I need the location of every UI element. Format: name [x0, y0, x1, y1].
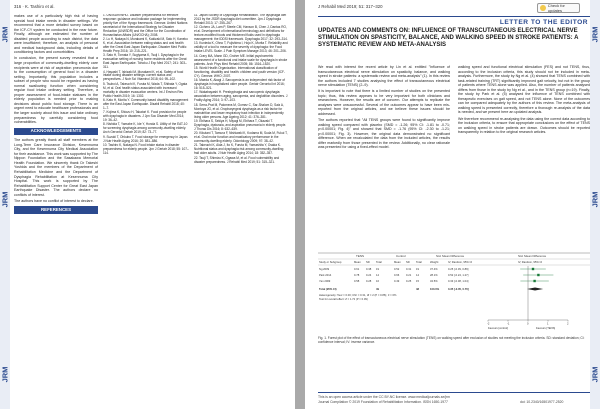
- references-column-2: [194, 14, 288, 404]
- reference-item: 1. UN/ISDR/WHO. Disaster preparedness for effective response: guidance and indicator package for implementing priority five of the Hyogo framework. Geneva: United Nations secretariat of the International Strategy for Disaster Reduction (UN/ISDR) and the Office for the Coordination of Humanitarian Affairs (UN/OCHA); 2008.: [103, 14, 188, 37]
- paragraph: In conclusion, the present survey revealed that a large proportion of community-dwelling elderly care recipients were at risk of aspiration pneumonia due to the consumption of general food in a disaster setting. Importantly, this population includes a subset of people who would be regarded as having normal swallowing function when considering regular food intake ordinary setting. Therefore, a proper assessment of food-intake statuses in the elderly population is needed prior to making decisions about public food storage. There is an urgent need to educate healthcare professionals and the larger society about this issue and take ordinary preparedness by carefully considering food vulnerabilities.: [14, 56, 98, 125]
- x-tick-label: 2: [567, 322, 569, 326]
- forest-cell: 0.21: [406, 274, 412, 277]
- forest-cell: 0.33 [-0.38, 1.04]: [448, 280, 469, 283]
- left-page: [0, 0, 295, 409]
- heterogeneity-text: Heterogeneity: Tau² = 0.00; Chi² = 0.31, df = 2 (P = 0.86); I² = 0%: [319, 294, 397, 297]
- forest-cell: 28.1%: [430, 274, 438, 277]
- side-label-top: JRM: [590, 26, 600, 43]
- paragraph: walking speed and functional electrical stimulation (FES) and not TENS, thus, according to the inclusion criteria, this study should not be included in meta-analysis. Furthermore, the study by Ng et al. (4) showed that TENS combined with task-related training (TRT) significantly improved gait velocity, but not in the group of patients where TENS alone was applied. Also, the number of patients analysed differs from those in the study by Ng et al., and in the TENS group (n=19). Finally, the study by Park et al. (5) analysed the influence of TENS combined with therapeutic exercises on gait speed, and not TENS alone. None of the outcomes can be compared adequately by the authors of this review. The meta-analysis of walking speed is presented correctly, therefore a thorough re-analysis of the data is needed, and we present here an updated analysis.: [458, 65, 590, 115]
- paragraph: It is important to note that there is a limited number of studies on the presented topic; thus, this review appears to be very important for both clinicians and researchers. However, the results are of concern. Our attempts to replicate the analyses were unsuccessful. Several of the outcomes appear to have been mis-reported from the original articles, and we believe these issues should be addressed.: [318, 89, 450, 116]
- body-column-right: [458, 65, 590, 250]
- reference-item: 21. Takeuchi K, Aida J, Ito K, Furuta M, Yamashita Y, Osaka K. Nutritional status and dysphagia risk among community-dwelling frail older adults. J Nutr Health Aging 2014; 18: 352–357.: [194, 143, 284, 156]
- reference-item: 17. Wakabayashi H. Presbyphagia and sarcopenic dysphagia: association between aging, sarcopenia, and deglutition disorders. J Frailty Aging 2014; 3: 97–103.: [194, 90, 288, 103]
- reference-item: 4. Hayashi T, Ishizaki M, Murakami K, et al. Safety of food intake during disaster settings: current status and perspectives. J Nutr Sci Vitaminol 2018; 64: 95–102.: [103, 69, 184, 82]
- forest-cell: 0.24: [366, 274, 372, 277]
- reference-item: 22. Tsuji T, Shimizu K, Ogawa M, et al. Food vulnerability and disaster preparedness. J Rehabil Med 2019; 51: 315–321.: [194, 155, 280, 164]
- conflict-statement: The authors have no conflict of interest to declare.: [14, 198, 94, 203]
- col-header: Total: [376, 261, 382, 264]
- forest-cell: 19: [416, 268, 419, 271]
- side-label-bottom: JRM: [590, 366, 600, 383]
- col-header: Mean: [354, 261, 361, 264]
- reference-item: 8. Nishida T, Yamabe K, Ide Y, Honda S. Utility of the EAT-10 for screening dysphagia among community-dwelling elderly. Arch Gerontol Geriatr 2019; 82: 73–77.: [103, 122, 188, 135]
- check-updates-icon: [540, 5, 546, 11]
- forest-cell: 34.5%: [430, 280, 438, 283]
- forest-total-cell: 0.35 [-0.05, 0.76]: [448, 288, 469, 291]
- left-column: [14, 14, 98, 217]
- forest-cell: 0.38: [366, 268, 372, 271]
- group-title-smd-left: Std. Mean Difference: [436, 254, 465, 258]
- reference-item: 2. Lu H, Nakaya N, Murakami K, Kakizaki M, Sato H, Kaneko K, et al. Association between eating status and oral health after the Great East Japan Earthquake. Disaster Med Public Health Prep 2016; 10: 215–221.: [103, 37, 188, 53]
- footer-license: This is an open access article under the CC BY-NC license. www.medicaljournals.se/jrm: [318, 395, 450, 399]
- body-column-left: [318, 65, 450, 250]
- forest-cell: 0.78: [354, 274, 360, 277]
- forest-cell: 0.28: [366, 280, 372, 283]
- forest-plot: [318, 252, 590, 332]
- reference-item: 6. Kato H, Morita Y. Community based disability management after the East Japan Earthquake. Disabil Rehabil 2018; 40: 1–7.: [103, 97, 189, 110]
- figure-caption: Fig. 1. Forest plot of the effect of transcutaneous electrical nerve stimulation (TENS) on walking speed after exclusion of studies not meeting the inclusion criteria. SD: standard deviation; CI: confidence interval; IV: inverse variance.: [318, 336, 585, 344]
- left-side-band: [0, 0, 10, 409]
- reference-item: 18. Serra-Prat M, Palomera M, Gomez C, Sar-Shalom D, Saiz A, Montoya JG, et al. Oropharyngeal dysphagia as a risk factor for malnutrition and lower respiratory tract infection in independently living older persons. Age Ageing 2012; 41: 376–381.: [194, 102, 284, 119]
- journal-header: J Rehabil Med 2019; 51: 317–320: [318, 4, 383, 9]
- group-title-control: Control: [396, 254, 406, 258]
- forest-cell: 0.25: [406, 280, 412, 283]
- col-header: Total: [416, 261, 422, 264]
- check-updates-button[interactable]: [537, 3, 580, 13]
- footer-rule: [318, 392, 590, 393]
- forest-cell: 14: [376, 274, 379, 277]
- forest-cell: 0.66: [394, 274, 400, 277]
- reference-item: 13. Kunieda K, Ohno T, Fujishima I, Hojo K, Morita T. Reliability and validity of a tool to measure the severity of dysphagia: the Food Intake LEVEL Scale. J Pain Symptom Manage 2013; 46: 201–206.: [194, 41, 288, 54]
- forest-cell: 0.61: [354, 268, 360, 271]
- reference-item: 11. Japan Society of Dysphagia Rehabilitation. The dysphagia diet 2013 by the JSDR dysphagia diet committee. Jpn J Dysphagia Rehabil 2013; 17: 255–267.: [194, 14, 287, 25]
- forest-cell: 0.58: [354, 280, 360, 283]
- forest-cell: Park 2014: [319, 274, 332, 277]
- col-header: Study or Subgroup: [319, 261, 342, 264]
- article-title: UPDATES AND COMMENTS ON: INFLUENCE OF TRANSCUTANEOUS ELECTRICAL NERVE STIMULATION ON SPASTICITY, BALANCE, AND WALKING SPEED IN STROKE PATIENTS: A SYSTEMATIC REVIEW AND META-ANALYSIS: [318, 28, 579, 49]
- forest-plot-svg: [318, 252, 590, 332]
- effect-square: [533, 280, 535, 282]
- section-label: LETTER TO THE EDITOR: [499, 19, 588, 26]
- footer-doi: doi: 10.2340/16501977-2520: [520, 400, 564, 404]
- references-column-1: [103, 14, 189, 404]
- forest-cell: 15: [416, 280, 419, 283]
- check-updates-label: Check for updates: [547, 3, 565, 13]
- group-title-smd-right: Std. Mean Difference: [518, 254, 547, 258]
- forest-total-cell: 49: [376, 288, 379, 291]
- reference-item: 14. Crary MA, Mann GD, Groher ME. Initial psychometric assessment of a functional oral intake scale for dysphagia in stroke patients. Arch Phys Med Rehabil 2005; 86: 1516–1520.: [194, 53, 288, 66]
- right-page: [305, 0, 600, 409]
- pooled-diamond: [527, 288, 543, 291]
- col-header: SD: [366, 261, 370, 264]
- col-header-right: IV, Random, 95% CI: [518, 261, 543, 264]
- acknowledgements-text: The authors greatly thank all staff members at the Long-Term Care Insurance Division, Kesennuma City, and the Kesennuma City Medical Association for their assistance. This work was supported by The Nippon Foundation and the Sasakawa Memorial Health Foundation. We sincerely thank Dr Takeshi Yoshida and the members of the Department of Rehabilitation Medicine and the Department of Dysphagia Rehabilitation at Kesennuma City Hospital. This work is supported by The Rehabilitation Support Center for Great East Japan Earthquake Disaster. The authors declare no conflicts of interest.: [14, 138, 98, 197]
- reference-item: 9. Suzuki T, Ohkubo T. Food storage for emergency in Japan. J Nutr Health Aging 2016; 20: 881–886.: [103, 134, 189, 143]
- axis-label-right: Favours [TENS]: [536, 327, 556, 330]
- forest-cell: Ng 2009: [319, 268, 330, 271]
- forest-cell: 0.52: [394, 268, 400, 271]
- reference-item: 5. Tsuboi A, Takeuchi K, Furuta M, Wada T, Shibata Y, Ogata M, et al. Oral health status associated with increased mortality in disaster evacuation centers. Int J Environ Res Public Health 2019; 16: 1302.: [103, 81, 188, 98]
- forest-cell: 0.49: [394, 280, 400, 283]
- footer-journal: Journal Compilation © 2019 Foundation of Rehabilitation Information. ISSN 1650-1977: [318, 400, 448, 404]
- col-header: Mean: [394, 261, 401, 264]
- group-title-tens: TENS: [356, 254, 365, 258]
- page-header: 316 · K. Tashiro et al.: [14, 4, 55, 9]
- forest-cell: 0.31: [406, 268, 412, 271]
- overall-effect-text: Test for overall effect: Z = 1.72 (P = 0.09): [319, 298, 368, 301]
- forest-cell: 37.4%: [430, 268, 438, 271]
- forest-total-cell: Total (95% CI): [319, 288, 337, 291]
- reference-item: 10. Tashiro K, Nakaya N. Food intake status in disaster preparedness for elderly people. Jpn J Geriatr 2018; 55: 107–114.: [103, 143, 189, 155]
- references-heading: REFERENCES: [14, 206, 98, 214]
- reference-item: 20. Kikutani T, Tamura F, Nishiwaki K, Kodama M, Suda M, Fukui T, et al. Oral motor function and masticatory performance in the community-dwelling elderly. Odontology 2009; 97: 38–42.: [194, 131, 288, 144]
- side-label-middle: JRM: [590, 191, 600, 208]
- side-label-middle: JRM: [0, 191, 10, 208]
- side-label-bottom: JRM: [0, 366, 10, 383]
- paragraph: The authors reported that "All TENS groups were found to significantly improve walking speed compared with placebo (SMD = -1.26; 95% CI: -1.81 to -0.71; p<0.00001; Fig. 4)" and showed that SMD = -1.76 (95% CI: -2.30 to -1.21; p<0.00001; Fig. 3). However, the original data demonstrated no significant difference. When we recalculated the data from the included articles, the results differ markedly from those presented in the review. Additionally, no clear rationale was presented for using a fixed-effect model.: [318, 118, 450, 150]
- forest-cell: Yan 2009: [319, 280, 331, 283]
- forest-total-cell: 100.0%: [430, 288, 440, 291]
- right-side-band: [590, 0, 600, 409]
- col-header: Weight: [430, 261, 439, 264]
- reference-item: 16. Maeda K, Akagi J. Sarcopenia is an independent risk factor of dysphagia in hospitalized older people. Geriatr Gerontol Int 2016; 16: 515–521.: [194, 78, 285, 91]
- forest-cell: 0.52 [-0.24, 1.27]: [448, 274, 469, 277]
- reference-item: 19. Ebihara S, Sekiya H, Miyagi M, Ebihara T, Okazaki T. Dysphagia, dystussia, and aspiration pneumonia in elderly people. J Thorac Dis 2016; 8: 632–639.: [194, 118, 287, 131]
- acknowledgements-heading: ACKNOWLEDGEMENTS: [14, 128, 98, 136]
- side-label-top: JRM: [0, 26, 10, 43]
- col-header: SD: [406, 261, 410, 264]
- paragraph: We read with interest the recent article by Lin et al. entitled "Influence of transcutaneous electrical nerve stimulation on spasticity, balance, and walking speed in stroke patients: a systematic review and meta-analysis" (1). In this review the authors included 7 studies analysing the effect of transcutaneous electrical nerve stimulation (TENS) (2–9).: [318, 65, 450, 88]
- x-tick-label: 0: [527, 322, 529, 326]
- effect-square: [537, 274, 539, 276]
- forest-cell: 0.25 [-0.39, 0.89]: [448, 268, 469, 271]
- forest-cell: 14: [416, 274, 419, 277]
- x-tick-label: -1: [507, 322, 510, 326]
- paragraph: makes use of a particularly high risk of having special food intake needs in disaster settings. We recommend that a more detailed survey based on the ICF-CY system be conducted in the near future. Finally, although we estimated the number of disabled people according to each district, the data were insufficient; therefore, an analysis of personal and medical background data, including details of conditioning factors and comorbidities.: [14, 14, 98, 55]
- x-tick-label: 1: [547, 322, 549, 326]
- effect-square: [532, 268, 534, 270]
- paragraph: We therefore recommend re-analysing the data using the correct data according to the inclusion criteria, to ensure that appropriate conclusions on the effect of TENS on walking speed in stroke patients are drawn. Outcomes should be reported transparently in relation to the original research articles.: [458, 116, 590, 135]
- x-tick-label: -2: [487, 322, 490, 326]
- col-header: IV, Random, 95% CI: [448, 261, 473, 264]
- header-rule: [318, 16, 590, 17]
- reference-item: 15. World Health Organization. International classification of functioning, disability and health: children and youth version (ICF-CY). Geneva: WHO; 2007.: [194, 65, 285, 78]
- reference-item: 7. Kojima K, Shiozu H, Takatori K. Food provision for people with dysphagia in disasters. J Jpn Soc Disaster Med 2014; 19: 36–42.: [103, 110, 187, 123]
- axis-label-left: Favours [control]: [488, 327, 509, 330]
- forest-cell: 16: [376, 280, 379, 283]
- reference-item: 3. Sato H, Tomata Y, Sugiyama K, Tsuji I. Dysphagia in the evacuation setting of nursing home residents after the Great East Japan Earthquake. Tohoku J Exp Med 2017; 241: 303–311.: [103, 53, 187, 70]
- forest-cell: 19: [376, 268, 379, 271]
- reference-item: 12. Cichero JA, Lam P, Steele CM, Hanson B, Chen J, Dantas RO, et al. Development of international terminology and definitions for texture-modified foods and thickened fluids used in dysphagia management: the IDDSI framework. Dysphagia 2017; 32: 293–314.: [194, 25, 288, 42]
- forest-total-cell: 48: [416, 288, 419, 291]
